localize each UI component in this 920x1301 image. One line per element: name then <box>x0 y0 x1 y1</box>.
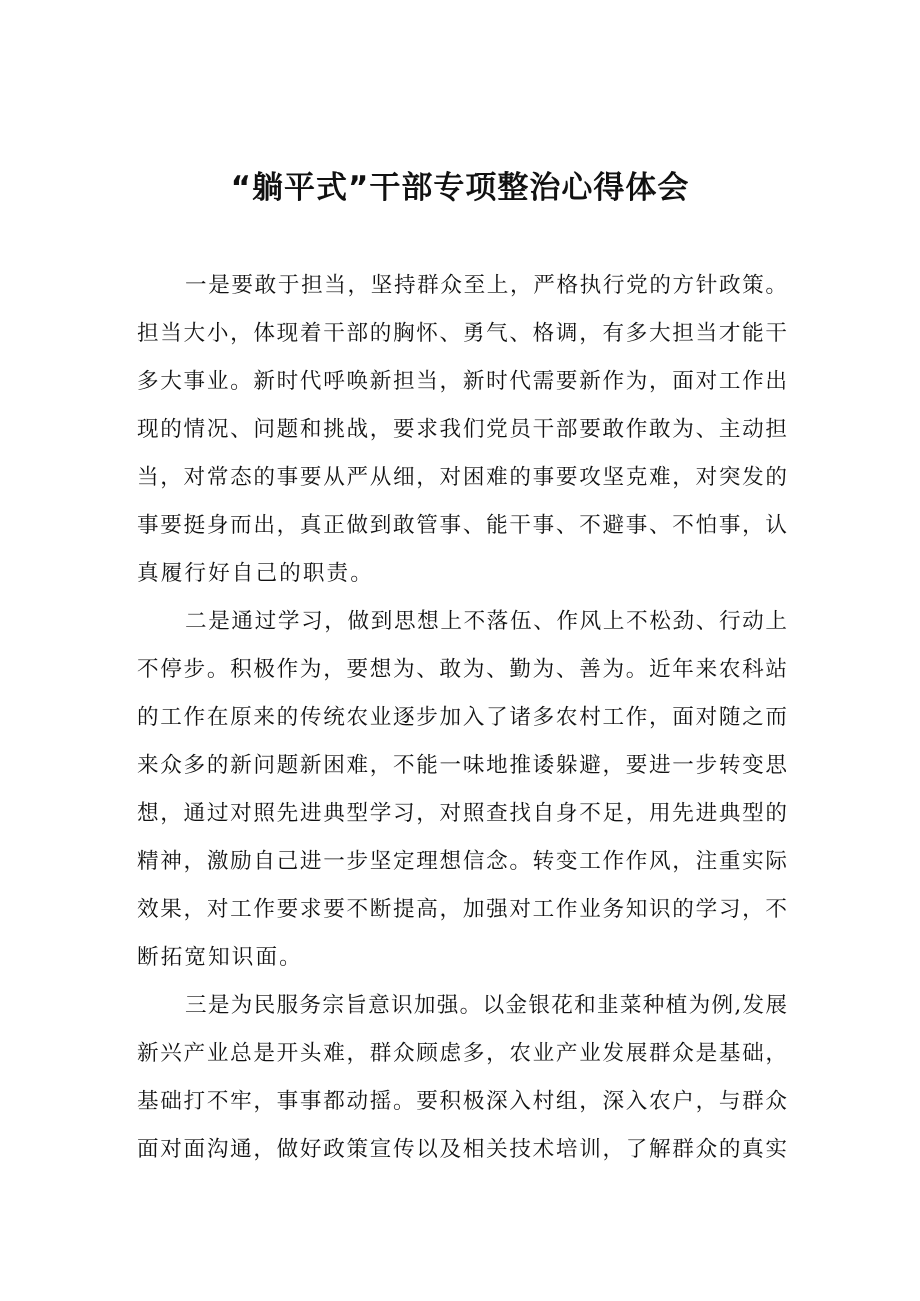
paragraph-line: 来众多的新问题新困难，不能一味地推诿躲避，要进一步转变思 <box>137 753 787 778</box>
paragraph-line: 事要挺身而出，真正做到敢管事、能干事、不避事、不怕事，认 <box>137 513 787 538</box>
paragraph-line: 断拓宽知识面。 <box>137 945 303 970</box>
paragraph-line: 二是通过学习，做到思想上不落伍、作风上不松劲、行动上 <box>185 609 787 634</box>
paragraph-line: 一是要敢于担当，坚持群众至上，严格执行党的方针政策。 <box>185 273 787 298</box>
paragraph-line: 三是为民服务宗旨意识加强。以金银花和韭菜种植为例,发展 <box>185 993 787 1018</box>
paragraph-line: 基础打不牢，事事都动摇。要积极深入村组，深入农户，与群众 <box>137 1089 787 1114</box>
paragraph-line: 不停步。积极作为，要想为、敢为、勤为、善为。近年来农科站 <box>137 657 787 682</box>
paragraph-line: 想，通过对照先进典型学习，对照查找自身不足，用先进典型的 <box>137 801 787 826</box>
paragraph-line: 精神，激励自己进一步坚定理想信念。转变工作作风，注重实际 <box>137 849 787 874</box>
paragraph-line: 效果，对工作要求要不断提高，加强对工作业务知识的学习，不 <box>137 897 787 922</box>
paragraph-line: 担当大小，体现着干部的胸怀、勇气、格调，有多大担当才能干 <box>137 321 787 346</box>
paragraph-line: 现的情况、问题和挑战，要求我们党员干部要敢作敢为、主动担 <box>137 417 787 442</box>
paragraph-line: 新兴产业总是开头难，群众顾虑多，农业产业发展群众是基础， <box>137 1041 787 1066</box>
paragraph-line: 多大事业。新时代呼唤新担当，新时代需要新作为，面对工作出 <box>137 369 787 394</box>
document-title: “躺平式”干部专项整治心得体会 <box>230 170 690 206</box>
paragraph-line: 当，对常态的事要从严从细，对困难的事要攻坚克难，对突发的 <box>137 465 787 490</box>
paragraph-line: 面对面沟通，做好政策宣传以及相关技术培训，了解群众的真实 <box>137 1137 787 1162</box>
paragraph-line: 的工作在原来的传统农业逐步加入了诸多农村工作，面对随之而 <box>137 705 787 730</box>
paragraph-line: 真履行好自己的职责。 <box>137 561 374 586</box>
